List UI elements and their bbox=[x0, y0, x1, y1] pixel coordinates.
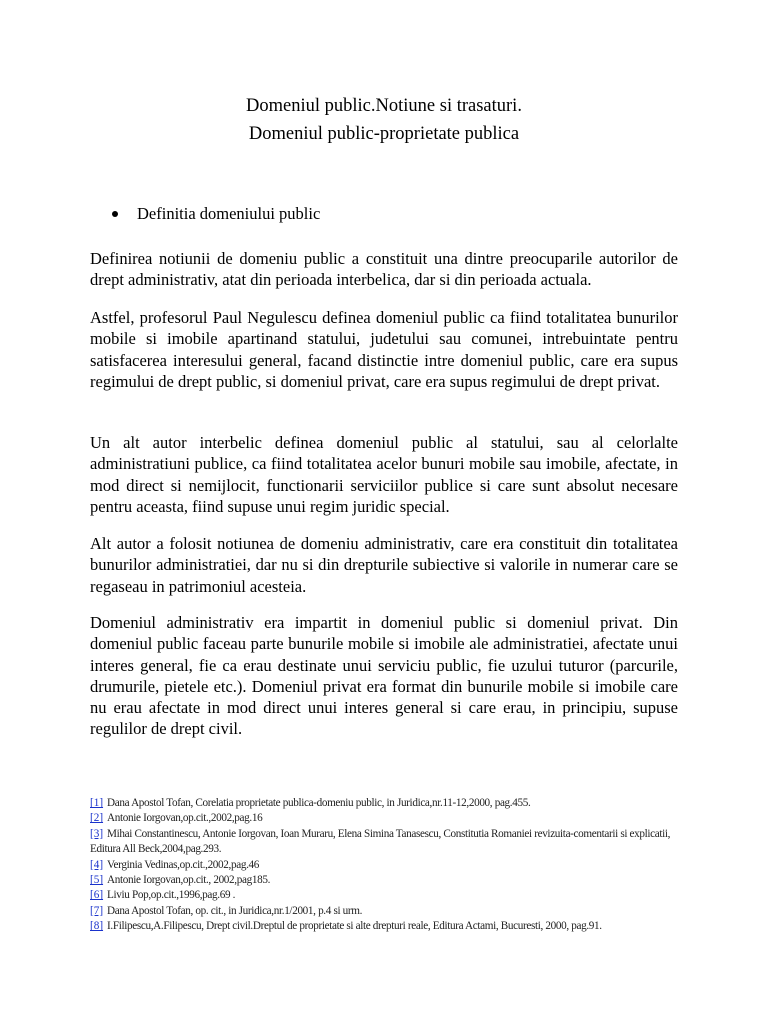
footnotes bbox=[90, 796, 680, 935]
document-title: Domeniul public.Notiune si trasaturi. bbox=[246, 96, 522, 116]
footnote-text: Mihai Constantinescu, Antonie Iorgovan, Ioan Muraru, Elena Simina Tanasescu, Constitutia Romaniei revizuita-comentarii si explicatii, Editura All Beck,2004,pag.293. bbox=[90, 827, 671, 856]
paragraph: Alt autor a folosit notiunea de domeniu administrativ, care era constituit din totalitatea bunurilor administratiei, dar nu si din drepturile subiective si valorile in numerar care se regaseau in patrimoniul acesteia. bbox=[90, 534, 678, 596]
footnote-text: Liviu Pop,op.cit.,1996,pag.69 . bbox=[107, 889, 236, 902]
footnote-text: Verginia Vedinas,op.cit.,2002,pag.46 bbox=[107, 858, 260, 871]
footnote-ref-link[interactable]: [6] bbox=[90, 889, 104, 902]
footnote-ref-link[interactable]: [7] bbox=[90, 904, 104, 917]
footnote bbox=[90, 873, 680, 888]
footnote-text: I.Filipescu,A.Filipescu, Drept civil.Dreptul de proprietate si alte drepturi reale, Editura Actami, Bucuresti, 2000, pag.91. bbox=[107, 920, 602, 933]
footnote-ref-link[interactable]: [3] bbox=[90, 827, 104, 840]
footnote-ref-link[interactable]: [2] bbox=[90, 812, 104, 825]
footnote-text: Dana Apostol Tofan, op. cit., in Juridica,nr.1/2001, p.4 si urm. bbox=[107, 904, 363, 917]
footnote-text: Antonie Iorgovan,op.cit.,2002,pag.16 bbox=[107, 812, 263, 825]
footnote-text: Antonie Iorgovan,op.cit., 2002,pag185. bbox=[107, 874, 271, 887]
paragraph: Un alt autor interbelic definea domeniul public al statului, sau al celorlalte administratiuni publice, ca fiind totalitatea acelor bunuri mobile sau imobile, afectate, in mod direct si nemijlocit, functionarii serviciilor publice si care sunt absolut necesare pentru aceasta, fiind supuse unui regim juridic special. bbox=[90, 433, 678, 516]
paragraph: Astfel, profesorul Paul Negulescu definea domeniul public ca fiind totalitatea bunurilor mobile si imobile apartinand statului, judetului sau comunei, intrebuintate pentru satisfacerea interesului general, facand distinctie intre domeniul public, care era supus regimului de drept public, si domeniul privat, care era supus regimului de drept privat. bbox=[90, 308, 678, 391]
document-subtitle: Domeniul public-proprietate publica bbox=[248, 124, 520, 144]
footnote bbox=[90, 919, 680, 934]
bullet-dot-icon bbox=[112, 211, 118, 217]
footnote bbox=[90, 796, 680, 811]
footnote-text: Dana Apostol Tofan, Corelatia proprietate publica-domeniu public, in Juridica,nr.11-12,2000, pag.455. bbox=[107, 797, 531, 809]
footnote bbox=[90, 858, 680, 873]
paragraph: Definirea notiunii de domeniu public a constituit una dintre preocuparile autorilor de drept administrativ, atat din perioada interbelica, dar si din perioada actuala. bbox=[90, 249, 678, 290]
paragraph: Domeniul administrativ era impartit in domeniul public si domeniul privat. Din domeniul public faceau parte bunurile mobile si imobile ale administratiei, afectate unui interes general, fie ca erau destinate unui serviciu public, fie uzului tuturor (parcurile, drumurile, pietele etc.). Domeniul privat era format din bunurile mobile si imobile care nu erau afectate in mod direct unui interes general si care erau, in principiu, supuse regulilor de drept civil. bbox=[90, 613, 678, 739]
footnote bbox=[90, 888, 680, 903]
footnote-ref-link[interactable]: [1] bbox=[90, 797, 104, 809]
footnote bbox=[90, 827, 680, 858]
footnote bbox=[90, 904, 680, 919]
footnote bbox=[90, 811, 680, 826]
footnote-ref-link[interactable]: [4] bbox=[90, 858, 104, 871]
footnote-ref-link[interactable]: [5] bbox=[90, 874, 104, 887]
bullet-text: Definitia domeniului public bbox=[137, 204, 321, 223]
footnote-ref-link[interactable]: [8] bbox=[90, 920, 104, 933]
